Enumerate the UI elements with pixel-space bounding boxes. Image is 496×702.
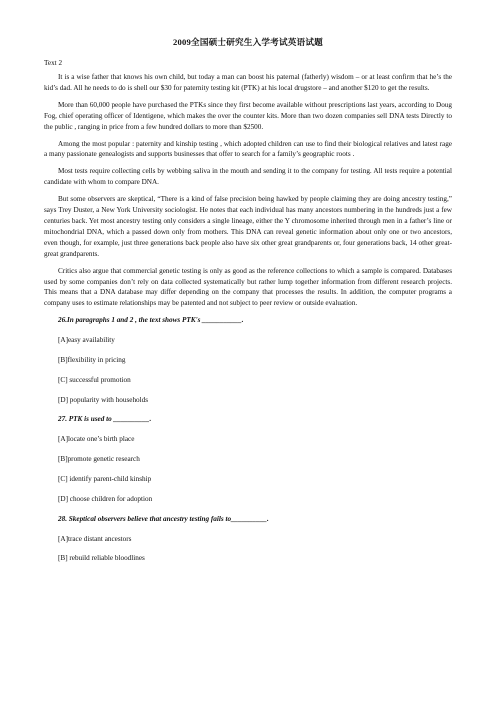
option-a: [A]easy availability xyxy=(58,336,115,345)
option-a: [A]trace distant ancestors xyxy=(58,534,132,543)
option-b: [B] rebuild reliable bloodlines xyxy=(58,554,145,563)
option-b: [B]flexibility in pricing xyxy=(58,356,126,365)
option-d: [D] choose children for adoption xyxy=(58,494,153,503)
option-b: [B]promote genetic research xyxy=(58,455,140,464)
paragraph: More than 60,000 people have purchased the PTKs since they first become available without prescriptions last years, according to Doug Fog, chief operating officer of Identigene, which makes the over the counter kits. More than two dozen companies sell DNA tests Directly to the public , ranging in price from a few hundred dollars to more than $2500. xyxy=(44,100,452,131)
question-stem: 26.In paragraphs 1 and 2 , the text shows PTK's ___________. xyxy=(58,316,244,325)
question-27 xyxy=(44,414,452,503)
question-stem: 27. PTK is used to __________. xyxy=(58,415,152,424)
option-d: [D] popularity with households xyxy=(58,395,149,404)
paragraph: Most tests require collecting cells by webbing saliva in the mouth and sending it to the company for testing. All tests require a potential candidate with whom to compare DNA. xyxy=(44,167,452,187)
question-26 xyxy=(44,315,452,404)
question-stem: 28. Skeptical observers believe that ancestry testing fails to__________. xyxy=(58,514,269,523)
question-28 xyxy=(44,514,452,564)
paragraph: Critics also argue that commercial genetic testing is only as good as the reference collections to which a sample is compared. Databases used by some companies don’t rely on data collected systematically but rather lump together information from different research projects. This means that a DNA database may differ depending on the company that processes the results. In addition, the computer programs a company uses to estimate relationships may be patented and not subject to peer review or outside evaluation. xyxy=(44,266,452,308)
option-c: [C] identify parent-child kinship xyxy=(58,475,152,483)
paragraph: It is a wise father that knows his own child, but today a man can boost his paternal (fatherly) wisdom – or at least confirm that he’s the kid’s dad. All he needs to do is shell our $30 for paternity testing kit (PTK) at his local drugstore – and another $120 to get the results. xyxy=(44,73,452,92)
exam-title: 2009全国硕士研究生入学考试英语试题 xyxy=(173,37,323,47)
text-label: Text 2 xyxy=(44,59,63,67)
option-c: [C] successful promotion xyxy=(58,375,131,384)
paragraph: But some observers are skeptical, “There is a kind of false precision being hawked by people claiming they are doing ancestry testing,” says Trey Duster, a New York University sociologist. He notes that each individual has many ancestors numbering in the hundreds just a few centuries back. Yet most ancestry testing only considers a single lineage, either the Y chromosome inherited through men in a father’s line or mitochondrial DNA, which a passed down only from mothers. This DNA can reveal genetic information about only one or two ancestors, even though, for example, just three generations back people also have six other great grandparents or, four generations back, 14 other great-great grandparents. xyxy=(44,195,452,258)
option-a: [A]locate one’s birth place xyxy=(58,435,135,444)
paragraph: Among the most popular : paternity and kinship testing , which adopted children can use to find their biological relatives and latest rage a many passionate genealogists and supports businesses that offer to search for a family’s geographic roots . xyxy=(44,139,452,159)
